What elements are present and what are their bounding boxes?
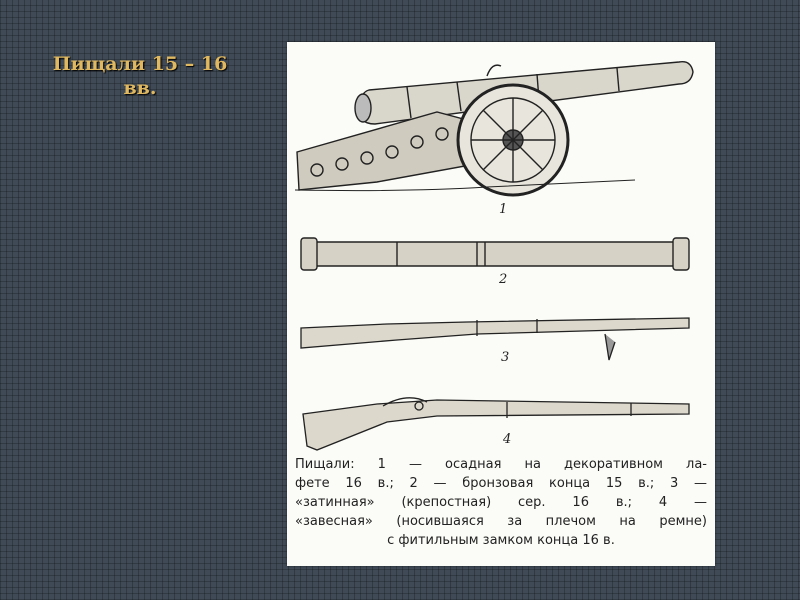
figure-label-2: 2 bbox=[499, 272, 508, 287]
figure-caption bbox=[295, 455, 707, 550]
caption-line: с фитильным замком конца 16 в. bbox=[387, 533, 615, 548]
figure-label-4: 4 bbox=[503, 432, 512, 447]
matchlock-arquebus-drawing bbox=[303, 398, 689, 450]
caption-line: Пищали: 1 — осадная на декоративном ла- bbox=[295, 457, 707, 472]
slide-title-line-2: вв. bbox=[123, 77, 157, 99]
figure-label-1: 1 bbox=[499, 202, 508, 217]
caption-line: «затинная» (крепостная) сер. 16 в.; 4 — bbox=[295, 495, 707, 510]
figure-label-3: 3 bbox=[501, 350, 510, 365]
caption-line: «завесная» (носившаяся за плечом на ремне) bbox=[295, 514, 707, 529]
slide-title-line-1: Пищали 15 – 16 bbox=[52, 53, 228, 75]
bronze-barrel-drawing bbox=[301, 238, 689, 270]
cannon-illustrations bbox=[287, 42, 715, 462]
illustration-plate bbox=[287, 42, 715, 566]
slide-title bbox=[30, 52, 250, 100]
fortress-gun-drawing bbox=[301, 318, 689, 360]
caption-line: фете 16 в.; 2 — бронзовая конца 15 в.; 3 — bbox=[295, 476, 707, 491]
siege-cannon-drawing bbox=[295, 62, 693, 195]
